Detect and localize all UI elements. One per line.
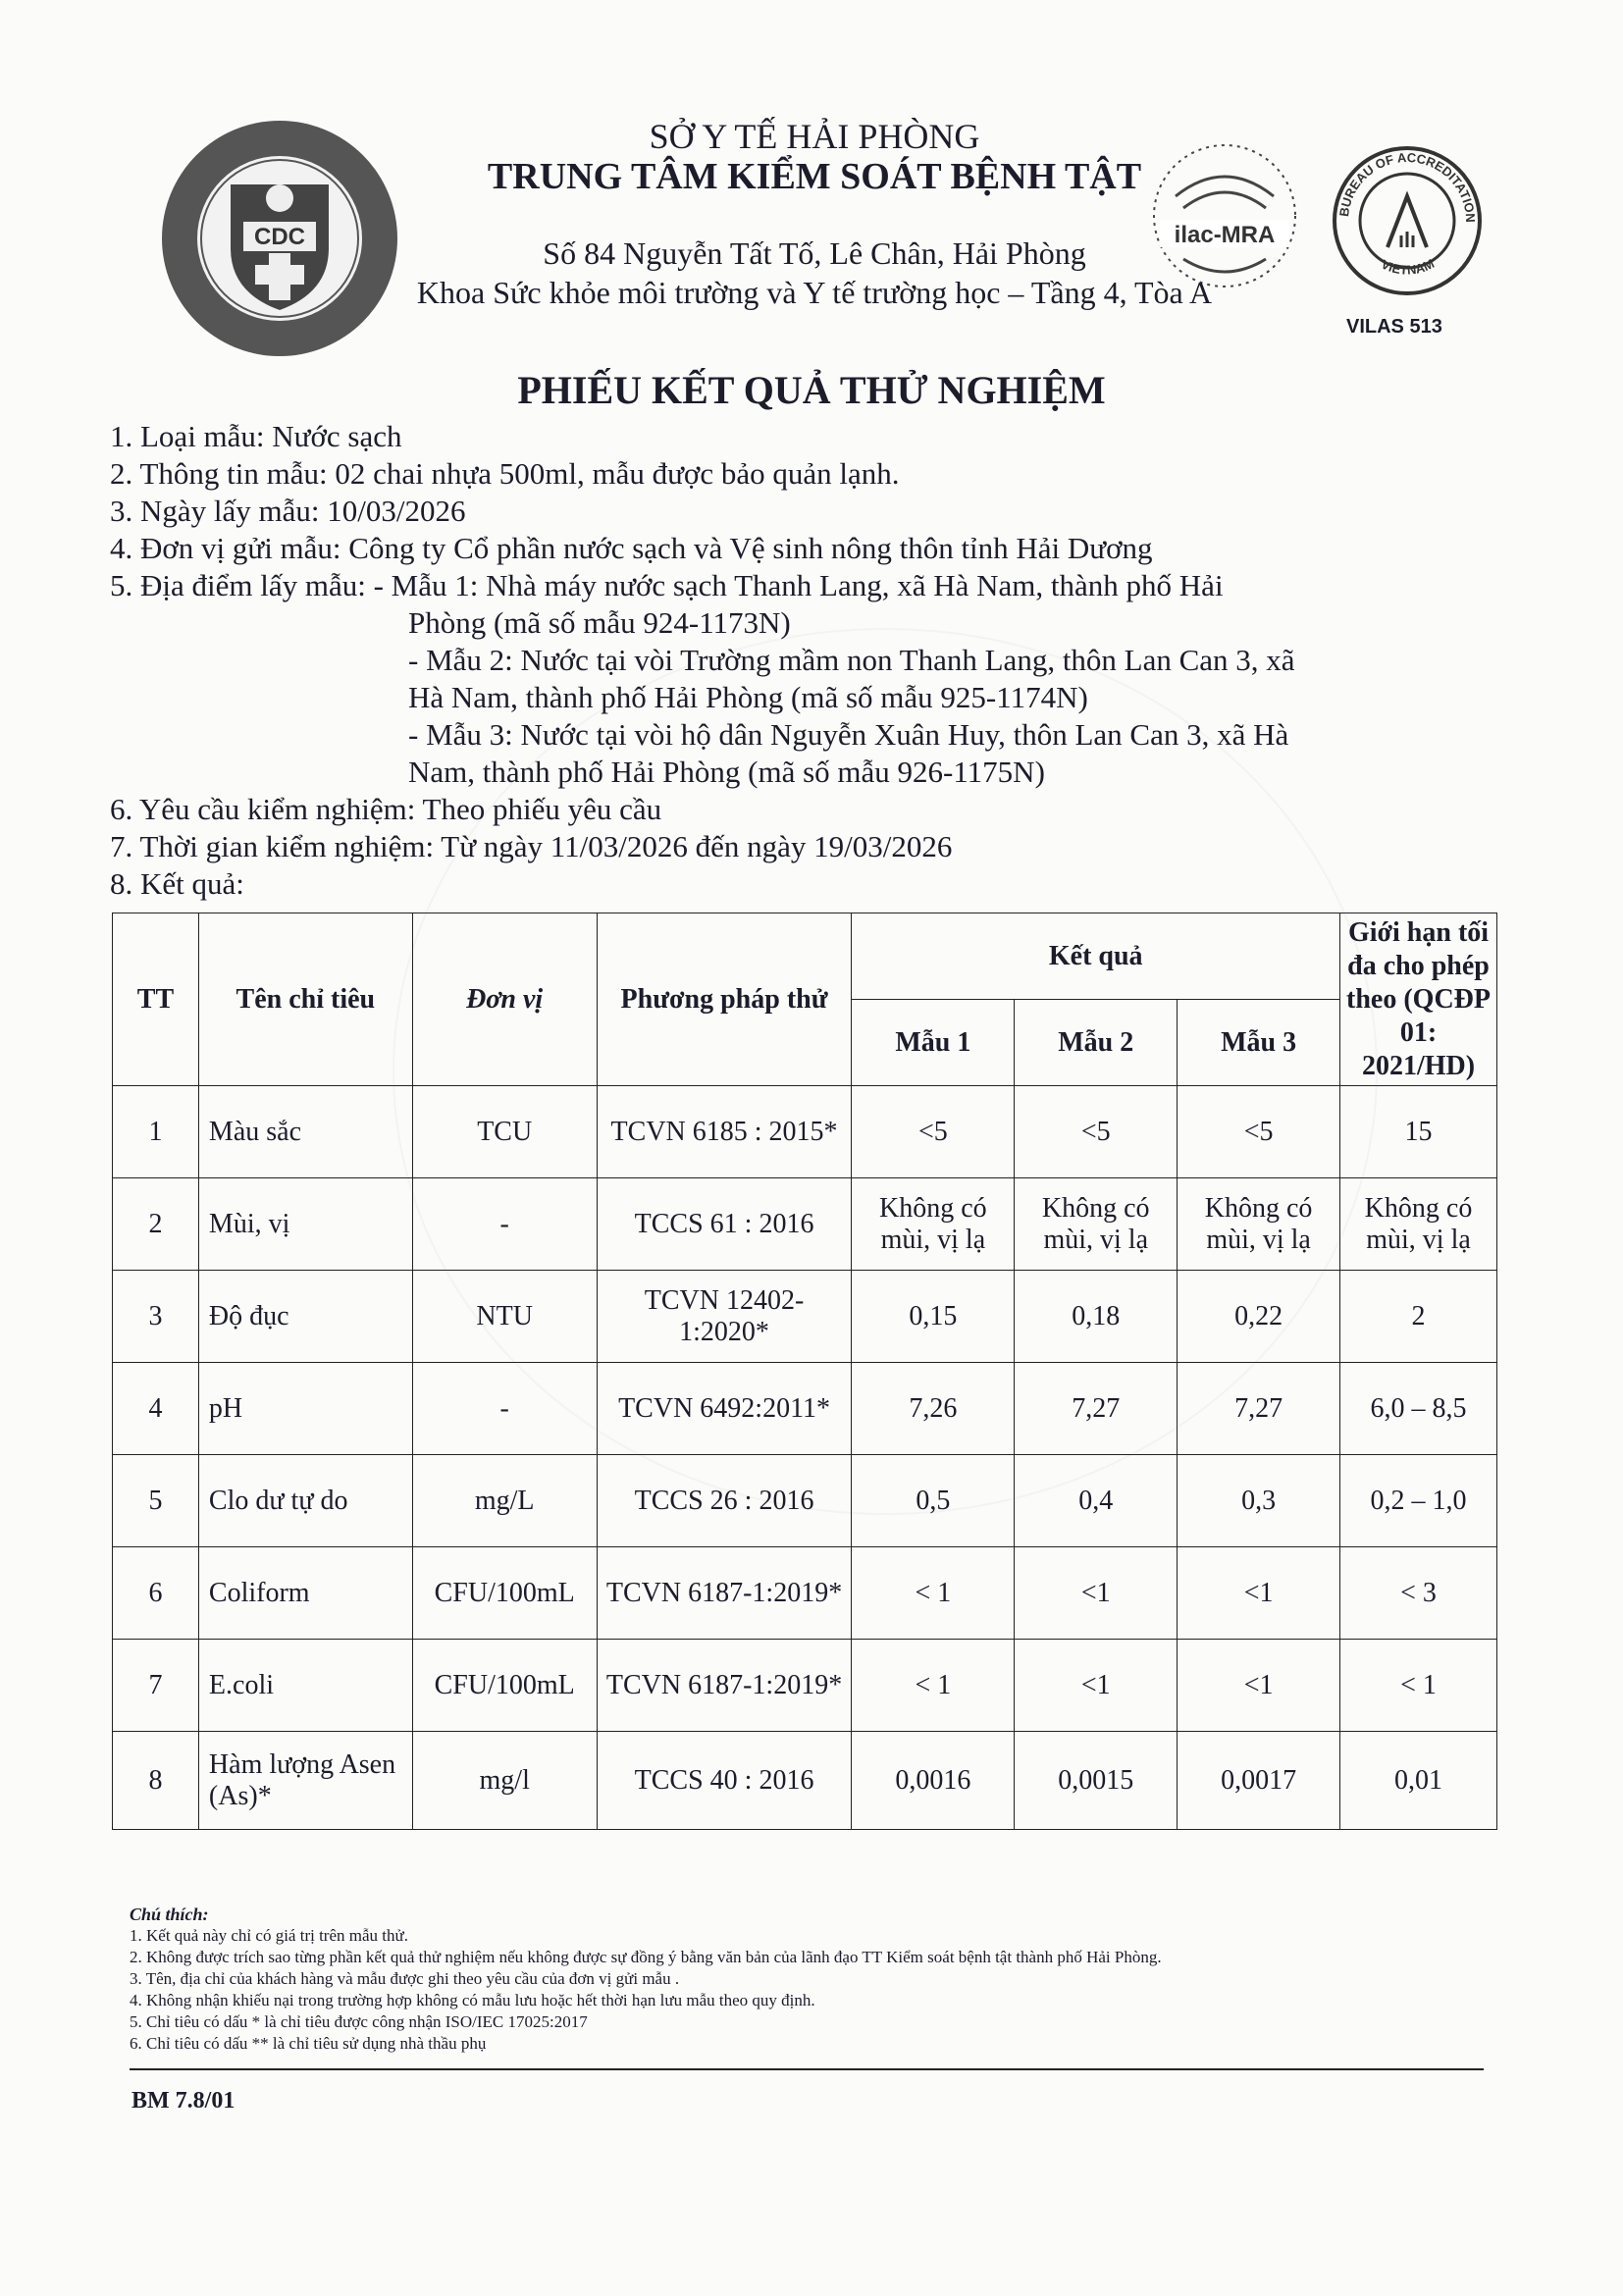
cell-s2: 7,27 <box>1015 1363 1178 1455</box>
note-6: 6. Chỉ tiêu có dấu ** là chỉ tiêu sử dụng nhà thầu phụ <box>130 2034 487 2053</box>
cell-s3: 7,27 <box>1178 1363 1340 1455</box>
info-location-line2: Phòng (mã số mẫu 924-1173N) <box>408 605 791 640</box>
cell-s2: Không có mùi, vị lạ <box>1015 1178 1178 1271</box>
cell-method: TCVN 6187-1:2019* <box>597 1547 852 1640</box>
cell-tt: 4 <box>113 1363 199 1455</box>
cell-s2: 0,4 <box>1015 1455 1178 1547</box>
cell-unit: CFU/100mL <box>412 1640 597 1732</box>
cell-limit: 6,0 – 8,5 <box>1340 1363 1497 1455</box>
cell-limit: < 3 <box>1340 1547 1497 1640</box>
cell-s3: <5 <box>1178 1086 1340 1178</box>
cell-tt: 1 <box>113 1086 199 1178</box>
table-row <box>113 1732 1497 1830</box>
table-row <box>113 1178 1497 1271</box>
cell-s1: 0,0016 <box>852 1732 1015 1830</box>
document-title: PHIẾU KẾT QUẢ THỬ NGHIỆM <box>517 368 1106 412</box>
cell-name: E.coli <box>198 1640 412 1732</box>
cell-s3: 0,22 <box>1178 1271 1340 1363</box>
cell-name: Coliform <box>198 1547 412 1640</box>
cell-s1: 0,5 <box>852 1455 1015 1547</box>
org-department: Khoa Sức khỏe môi trường và Y tế trường học – Tầng 4, Tòa A <box>416 275 1213 310</box>
cell-method: TCVN 6185 : 2015* <box>597 1086 852 1178</box>
org-address: Số 84 Nguyễn Tất Tố, Lê Chân, Hải Phòng <box>543 235 1086 271</box>
note-3: 3. Tên, địa chỉ của khách hàng và mẫu được ghi theo yêu cầu của đơn vị gửi mẫu . <box>130 1969 680 1988</box>
info-location-label: 5. Địa điểm lấy mẫu: <box>110 568 374 602</box>
cell-limit: 15 <box>1340 1086 1497 1178</box>
cell-name: Màu sắc <box>198 1086 412 1178</box>
cell-s2: <1 <box>1015 1640 1178 1732</box>
cell-method: TCVN 6492:2011* <box>597 1363 852 1455</box>
table-row <box>113 1455 1497 1547</box>
info-location-line3: - Mẫu 2: Nước tại vòi Trường mầm non Thanh Lang, thôn Lan Can 3, xã <box>408 643 1295 677</box>
cell-tt: 2 <box>113 1178 199 1271</box>
svg-text:ilac-MRA: ilac-MRA <box>1174 222 1276 248</box>
cell-unit: mg/l <box>412 1732 597 1830</box>
cell-limit: Không có mùi, vị lạ <box>1340 1178 1497 1271</box>
header-name: Tên chỉ tiêu <box>198 913 412 1086</box>
info-request: 6. Yêu cầu kiểm nghiệm: Theo phiếu yêu cầu <box>110 792 662 826</box>
notes-title: Chú thích: <box>130 1905 209 1924</box>
cell-tt: 6 <box>113 1547 199 1640</box>
info-sample-type: 1. Loại mẫu: Nước sạch <box>110 419 402 453</box>
cell-tt: 7 <box>113 1640 199 1732</box>
cell-s3: Không có mùi, vị lạ <box>1178 1178 1340 1271</box>
info-location-line1: - Mẫu 1: Nhà máy nước sạch Thanh Lang, xã Hà Nam, thành phố Hải <box>373 568 1224 602</box>
org-parent: SỞ Y TẾ HẢI PHÒNG <box>649 117 980 156</box>
cell-s1: 0,15 <box>852 1271 1015 1363</box>
cell-unit: TCU <box>412 1086 597 1178</box>
cell-unit: NTU <box>412 1271 597 1363</box>
cell-tt: 3 <box>113 1271 199 1363</box>
info-sender: 4. Đơn vị gửi mẫu: Công ty Cổ phần nước sạch và Vệ sinh nông thôn tỉnh Hải Dương <box>110 531 1153 565</box>
cell-name: Độ đục <box>198 1271 412 1363</box>
cell-limit: 0,2 – 1,0 <box>1340 1455 1497 1547</box>
cell-tt: 8 <box>113 1732 199 1830</box>
svg-text:CDC: CDC <box>254 224 305 250</box>
svg-text:BUREAU OF ACCREDITATION: BUREAU OF ACCREDITATION <box>1336 149 1479 224</box>
cell-s2: 0,18 <box>1015 1271 1178 1363</box>
cell-unit: - <box>412 1363 597 1455</box>
cell-s2: <5 <box>1015 1086 1178 1178</box>
header-sample-3: Mẫu 3 <box>1178 1000 1340 1086</box>
cell-tt: 5 <box>113 1455 199 1547</box>
table-row <box>113 1547 1497 1640</box>
cell-s1: Không có mùi, vị lạ <box>852 1178 1015 1271</box>
org-name: TRUNG TÂM KIỂM SOÁT BỆNH TẬT <box>487 156 1142 197</box>
info-test-period: 7. Thời gian kiểm nghiệm: Từ ngày 11/03/2026 đến ngày 19/03/2026 <box>110 829 953 863</box>
cell-method: TCVN 12402-1:2020* <box>597 1271 852 1363</box>
cell-method: TCCS 26 : 2016 <box>597 1455 852 1547</box>
cell-s3: 0,3 <box>1178 1455 1340 1547</box>
cell-limit: 2 <box>1340 1271 1497 1363</box>
header-method: Phương pháp thử <box>597 913 852 1086</box>
cell-s3: <1 <box>1178 1640 1340 1732</box>
table-row <box>113 1640 1497 1732</box>
cell-limit: 0,01 <box>1340 1732 1497 1830</box>
cell-s2: 0,0015 <box>1015 1732 1178 1830</box>
note-2: 2. Không được trích sao từng phần kết quả thử nghiệm nếu không được sự đồng ý bằng văn bản của lãnh đạo TT Kiểm soát bệnh tật thành phố Hải Phòng. <box>130 1948 1162 1966</box>
boa-accreditation-logo <box>1329 137 1486 304</box>
cell-unit: - <box>412 1178 597 1271</box>
cell-name: pH <box>198 1363 412 1455</box>
info-location-line5: - Mẫu 3: Nước tại vòi hộ dân Nguyễn Xuân Huy, thôn Lan Can 3, xã Hà <box>408 717 1289 752</box>
table-row <box>113 1086 1497 1178</box>
cell-s2: <1 <box>1015 1547 1178 1640</box>
cell-name: Hàm lượng Asen (As)* <box>198 1732 412 1830</box>
results-table <box>112 913 1497 1830</box>
info-results-label: 8. Kết quả: <box>110 866 244 901</box>
cell-method: TCCS 40 : 2016 <box>597 1732 852 1830</box>
table-row <box>113 1271 1497 1363</box>
header-sample-1: Mẫu 1 <box>852 1000 1015 1086</box>
vilas-code: VILAS 513 <box>1346 316 1442 338</box>
note-5: 5. Chỉ tiêu có dấu * là chỉ tiêu được công nhận ISO/IEC 17025:2017 <box>130 2012 588 2031</box>
info-sample-info: 2. Thông tin mẫu: 02 chai nhựa 500ml, mẫu được bảo quản lạnh. <box>110 456 900 491</box>
info-location-line6: Nam, thành phố Hải Phòng (mã số mẫu 926-1175N) <box>408 755 1045 789</box>
notes <box>130 1904 1162 2055</box>
cell-s1: < 1 <box>852 1547 1015 1640</box>
cell-method: TCCS 61 : 2016 <box>597 1178 852 1271</box>
cell-unit: CFU/100mL <box>412 1547 597 1640</box>
header-limit: Giới hạn tối đa cho phép theo (QCĐP 01: 2021/HD) <box>1340 913 1497 1086</box>
info-location-line4: Hà Nam, thành phố Hải Phòng (mã số mẫu 925-1174N) <box>408 680 1088 714</box>
cell-unit: mg/L <box>412 1455 597 1547</box>
header-tt: TT <box>113 913 199 1086</box>
cell-name: Mùi, vị <box>198 1178 412 1271</box>
cell-s3: 0,0017 <box>1178 1732 1340 1830</box>
cell-s1: <5 <box>852 1086 1015 1178</box>
cell-s1: < 1 <box>852 1640 1015 1732</box>
header-result: Kết quả <box>852 913 1340 1000</box>
header-sample-2: Mẫu 2 <box>1015 1000 1178 1086</box>
table-row <box>113 1363 1497 1455</box>
note-1: 1. Kết quả này chỉ có giá trị trên mẫu thử. <box>130 1926 408 1945</box>
header-unit: Đơn vị <box>412 913 597 1086</box>
info-sampling-date: 3. Ngày lấy mẫu: 10/03/2026 <box>110 494 466 528</box>
cell-limit: < 1 <box>1340 1640 1497 1732</box>
cell-s1: 7,26 <box>852 1363 1015 1455</box>
cell-name: Clo dư tự do <box>198 1455 412 1547</box>
note-4: 4. Không nhận khiếu nại trong trường hợp không có mẫu lưu hoặc hết thời hạn lưu mẫu theo quy định. <box>130 1991 815 2009</box>
svg-text:VIETNAM: VIETNAM <box>1379 255 1437 278</box>
info-location <box>110 567 1224 604</box>
footer-divider <box>130 2068 1484 2070</box>
cell-method: TCVN 6187-1:2019* <box>597 1640 852 1732</box>
cell-s3: <1 <box>1178 1547 1340 1640</box>
form-code: BM 7.8/01 <box>131 2088 236 2113</box>
